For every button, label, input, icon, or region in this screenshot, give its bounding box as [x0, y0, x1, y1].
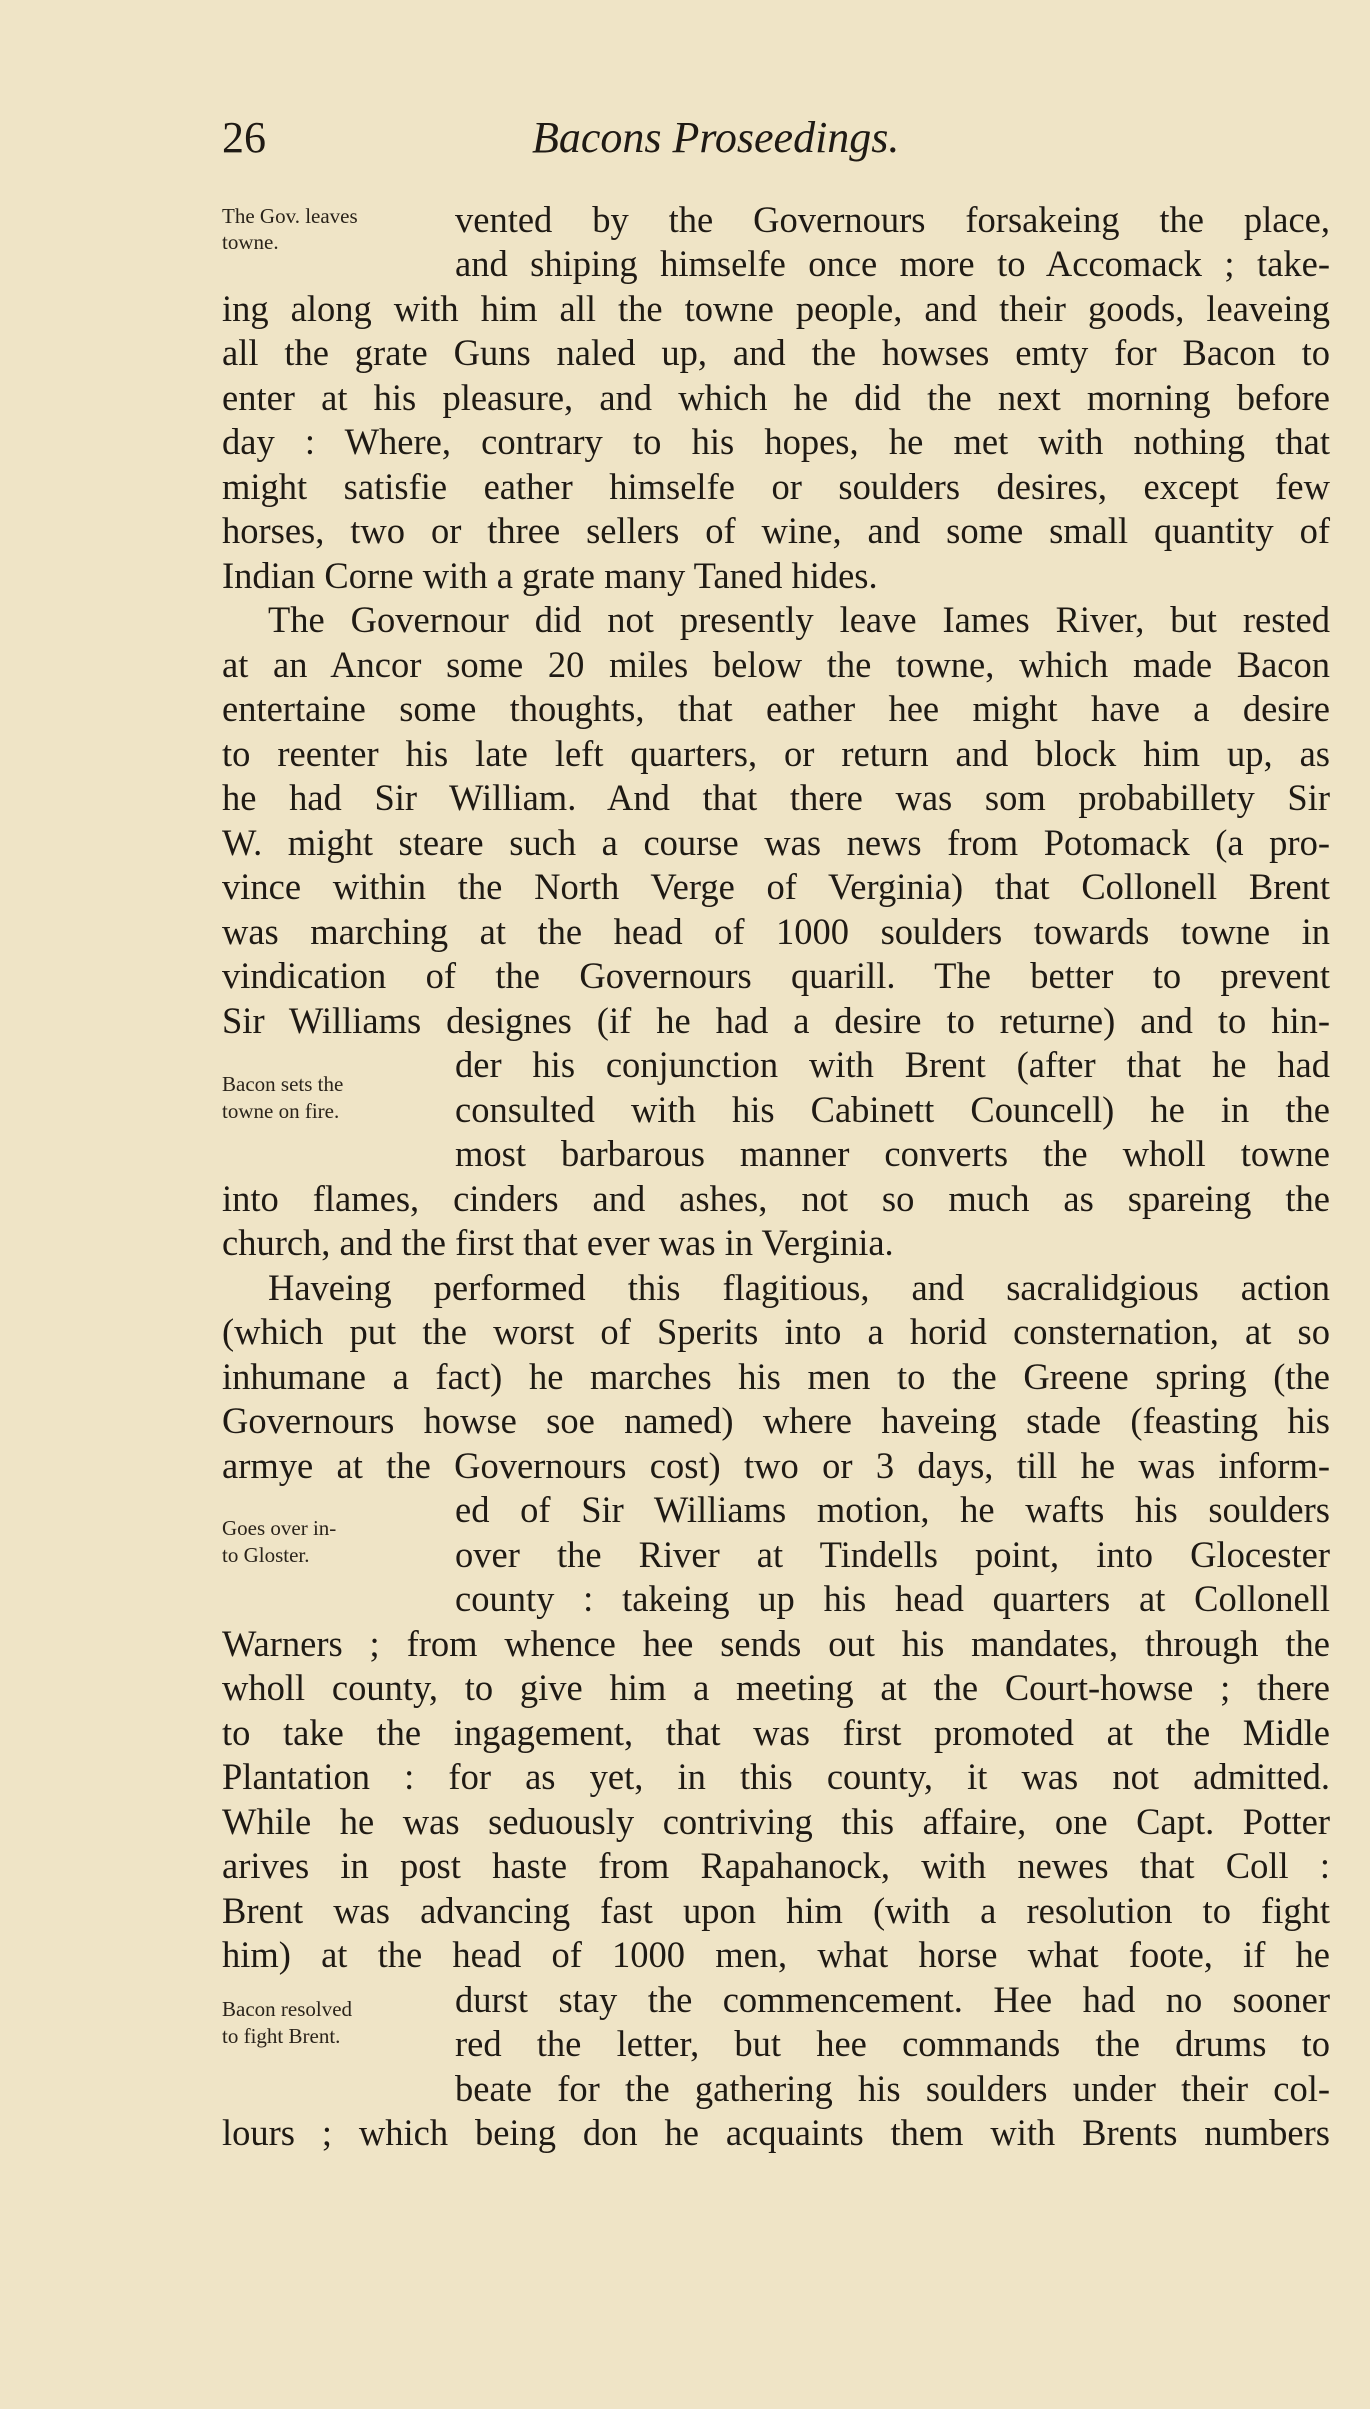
text-line: into flames, cinders and ashes, not so much as spareing the — [222, 1178, 1330, 1219]
margin-note: Bacon sets the — [222, 1072, 344, 1096]
text-line: to reenter his late left quarters, or return and block him up, as — [222, 733, 1330, 774]
margin-note: Bacon resolved — [222, 1997, 353, 2021]
text-line: armye at the Governours cost) two or 3 days, till he was inform- — [222, 1445, 1330, 1486]
text-line: consulted with his Cabinett Councell) he in the — [455, 1089, 1330, 1130]
text-line: lours ; which being don he acquaints them with Brents numbers — [222, 2112, 1330, 2153]
text-line: over the River at Tindells point, into Glocester — [455, 1534, 1330, 1575]
text-line: der his conjunction with Brent (after that he had — [455, 1044, 1330, 1085]
text-line: to take the ingagement, that was first promoted at the Midle — [222, 1712, 1330, 1753]
text-line: (which put the worst of Sperits into a horid consternation, at so — [222, 1311, 1330, 1352]
text-line: durst stay the commencement. Hee had no sooner — [455, 1979, 1330, 2020]
text-line: Sir Williams designes (if he had a desire to returne) and to hin- — [222, 1000, 1330, 1041]
text-line: county : takeing up his head quarters at Collonell — [455, 1578, 1330, 1619]
text-line: vince within the North Verge of Verginia) that Collonell Brent — [222, 866, 1330, 907]
text-line: wholl county, to give him a meeting at the Court-howse ; there — [222, 1667, 1330, 1708]
text-line: vindication of the Governours quarill. The better to prevent — [222, 955, 1330, 996]
text-line: Governours howse soe named) where haveing stade (feasting his — [222, 1400, 1330, 1441]
text-line: at an Ancor some 20 miles below the towne, which made Bacon — [222, 644, 1330, 685]
text-line: vented by the Governours forsakeing the place, — [455, 199, 1330, 240]
margin-note: towne on fire. — [222, 1099, 340, 1123]
margin-note: towne. — [222, 230, 279, 254]
text-line: him) at the head of 1000 men, what horse what foote, if he — [222, 1934, 1330, 1975]
text-line: red the letter, but hee commands the drums to — [455, 2023, 1330, 2064]
text-line: Haveing performed this flagitious, and sacralidgious action — [268, 1267, 1330, 1308]
text-line: church, and the first that ever was in Verginia. — [222, 1222, 894, 1263]
text-line: day : Where, contrary to his hopes, he met with nothing that — [222, 421, 1330, 462]
margin-note: to fight Brent. — [222, 2024, 341, 2048]
text-line: While he was seduously contriving this affaire, one Capt. Potter — [222, 1801, 1330, 1842]
text-line: W. might steare such a course was news from Potomack (a pro- — [222, 822, 1330, 863]
text-line: Brent was advancing fast upon him (with a resolution to fight — [222, 1890, 1330, 1931]
text-line: and shiping himselfe once more to Accomack ; take- — [455, 243, 1330, 284]
text-line: The Governour did not presently leave Iames River, but rested — [268, 599, 1330, 640]
text-line: horses, two or three sellers of wine, and some small quantity of — [222, 510, 1330, 551]
text-line: Warners ; from whence hee sends out his mandates, through the — [222, 1623, 1330, 1664]
text-line: Indian Corne with a grate many Taned hides. — [222, 555, 878, 596]
text-line: all the grate Guns naled up, and the howses emty for Bacon to — [222, 332, 1330, 373]
text-line: entertaine some thoughts, that eather hee might have a desire — [222, 688, 1330, 729]
text-line: Plantation : for as yet, in this county, it was not admitted. — [222, 1756, 1330, 1797]
text-line: beate for the gathering his soulders under their col- — [455, 2068, 1330, 2109]
running-head: Bacons Proseedings. — [532, 113, 900, 162]
text-line: might satisfie eather himselfe or soulders desires, except few — [222, 466, 1330, 507]
margin-note: to Gloster. — [222, 1543, 310, 1567]
page-number: 26 — [222, 113, 266, 162]
margin-note: The Gov. leaves — [222, 204, 358, 228]
text-line: ed of Sir Williams motion, he wafts his soulders — [455, 1489, 1330, 1530]
text-line: inhumane a fact) he marches his men to the Greene spring (the — [222, 1356, 1330, 1397]
margin-note: Goes over in- — [222, 1516, 337, 1540]
text-line: enter at his pleasure, and which he did the next morning before — [222, 377, 1330, 418]
page-header — [222, 108, 992, 168]
text-line: was marching at the head of 1000 soulders towards towne in — [222, 911, 1330, 952]
text-line: arives in post haste from Rapahanock, with newes that Coll : — [222, 1845, 1330, 1886]
text-line: he had Sir William. And that there was som probabillety Sir — [222, 777, 1330, 818]
text-line: ing along with him all the towne people, and their goods, leaveing — [222, 288, 1330, 329]
text-line: most barbarous manner converts the wholl towne — [455, 1133, 1330, 1174]
